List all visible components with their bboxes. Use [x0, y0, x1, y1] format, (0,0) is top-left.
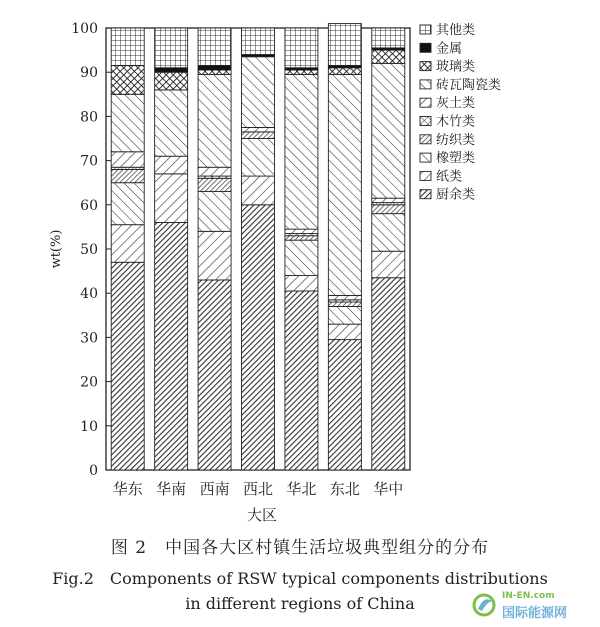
- bar-segment-4-0: [285, 291, 318, 470]
- caption-chinese: 图 2 中国各大区村镇生活垃圾典型组分的分布: [110, 538, 490, 558]
- y-tick-label: 60: [80, 197, 98, 214]
- legend-swatch: [420, 117, 431, 126]
- watermark-logo: [466, 591, 586, 619]
- legend-label: 木竹类: [436, 114, 476, 130]
- bar-segment-2-6: [198, 74, 231, 167]
- bar-segment-1-8: [155, 68, 188, 72]
- bar-segment-6-9: [372, 28, 405, 48]
- legend-label: 纸类: [436, 169, 463, 185]
- x-tick-label: 华南: [156, 480, 187, 498]
- legend-label: 灰土类: [436, 96, 476, 112]
- bar-segment-4-7: [285, 70, 318, 74]
- bar-segment-5-5: [328, 295, 361, 299]
- bar-segment-3-9: [242, 28, 275, 55]
- bar-segment-5-2: [328, 306, 361, 324]
- bar-segment-2-7: [198, 70, 231, 74]
- legend-swatch: [420, 43, 431, 52]
- bar-segment-0-1: [111, 225, 144, 263]
- y-tick-label: 30: [80, 330, 98, 347]
- bar-segment-1-5: [155, 156, 188, 174]
- x-tick-label: 华中: [373, 480, 404, 498]
- legend-swatch: [420, 98, 431, 107]
- bar-segment-3-1: [242, 176, 275, 205]
- bar-segment-0-2: [111, 183, 144, 225]
- bar-segment-0-0: [111, 262, 144, 470]
- y-tick-label: 40: [80, 286, 98, 303]
- bar-segment-2-2: [198, 192, 231, 232]
- bar-segment-4-1: [285, 276, 318, 291]
- x-tick-label: 西南: [199, 480, 230, 498]
- legend-label: 厨余类: [436, 187, 476, 203]
- y-axis-label: wt(%): [49, 229, 64, 269]
- legend-label: 其他类: [436, 23, 476, 38]
- bar-segment-5-9: [328, 24, 361, 66]
- x-tick-label: 东北: [329, 480, 360, 498]
- bar-segment-4-3: [285, 236, 318, 240]
- legend-label: 橡塑类: [436, 151, 476, 167]
- caption-english-line1: Fig.2 Components of RSW typical components distributions: [52, 569, 548, 588]
- x-tick-label: 西北: [242, 480, 274, 498]
- x-tick-label: 华东: [112, 480, 143, 498]
- legend-swatch: [420, 135, 431, 144]
- y-tick-label: 80: [80, 109, 98, 126]
- x-tick-label: 华北: [286, 480, 317, 498]
- bar-segment-2-3: [198, 178, 231, 191]
- legend-swatch: [420, 171, 431, 180]
- bar-segment-5-6: [328, 74, 361, 295]
- y-tick-label: 50: [80, 242, 98, 258]
- bar-segment-4-5: [285, 229, 318, 233]
- y-tick-label: 0: [89, 463, 98, 479]
- y-tick-label: 90: [80, 65, 98, 82]
- bar-segment-5-1: [328, 324, 361, 339]
- y-tick-label: 20: [80, 374, 98, 391]
- bar-segment-6-7: [372, 50, 405, 63]
- bar-segment-0-9: [111, 28, 144, 66]
- legend-swatch: [420, 153, 431, 162]
- bar-segment-4-9: [285, 28, 318, 68]
- watermark-bottom-text: 国际能源网: [502, 606, 568, 621]
- y-tick-label: 10: [80, 418, 98, 435]
- y-tick-label: 70: [80, 153, 98, 170]
- plot-area: [49, 21, 410, 524]
- bar-segment-1-6: [155, 90, 188, 156]
- legend-swatch: [420, 62, 431, 71]
- bar-segment-6-2: [372, 214, 405, 252]
- bar-segment-0-7: [111, 66, 144, 95]
- leaf-icon: [472, 593, 498, 617]
- bar-segment-6-0: [372, 278, 405, 470]
- legend-label: 玻璃类: [436, 59, 476, 75]
- bar-segment-5-3: [328, 302, 361, 306]
- bar-segment-3-5: [242, 127, 275, 131]
- bar-segment-6-5: [372, 198, 405, 202]
- bar-segment-1-9: [155, 28, 188, 68]
- legend-swatch: [420, 25, 431, 34]
- bar-segment-2-1: [198, 231, 231, 280]
- bar-segment-3-0: [242, 205, 275, 470]
- bar-segment-2-5: [198, 167, 231, 176]
- bar-segment-5-0: [328, 340, 361, 470]
- legend-label: 金属: [436, 41, 463, 57]
- bar-segment-3-6: [242, 57, 275, 128]
- bar-segment-4-6: [285, 74, 318, 229]
- bar-segment-2-0: [198, 280, 231, 470]
- caption-english-line2: in different regions of China: [185, 594, 415, 613]
- legend: [420, 22, 501, 203]
- y-tick-label: 100: [71, 21, 98, 37]
- bar-segment-1-0: [155, 222, 188, 470]
- bar-segment-5-7: [328, 68, 361, 75]
- bar-segment-6-1: [372, 251, 405, 278]
- bar-segment-6-3: [372, 205, 405, 214]
- bar-segment-4-2: [285, 240, 318, 275]
- bar-segment-0-5: [111, 152, 144, 167]
- bar-segment-0-6: [111, 94, 144, 151]
- bar-segment-3-2: [242, 139, 275, 177]
- bar-segment-3-3: [242, 132, 275, 139]
- bar-segment-1-7: [155, 72, 188, 90]
- legend-swatch: [420, 190, 431, 199]
- legend-label: 砖瓦陶瓷类: [436, 77, 502, 93]
- legend-label: 纺织类: [436, 132, 476, 148]
- legend-swatch: [420, 80, 431, 89]
- watermark-top-text: IN-EN.com: [502, 591, 555, 601]
- bar-segment-1-1: [155, 174, 188, 223]
- bar-segment-2-8: [198, 66, 231, 70]
- bar-segment-6-6: [372, 63, 405, 198]
- bar-segment-0-3: [111, 169, 144, 182]
- x-axis-label: 大区: [246, 506, 278, 524]
- bar-segment-2-9: [198, 28, 231, 66]
